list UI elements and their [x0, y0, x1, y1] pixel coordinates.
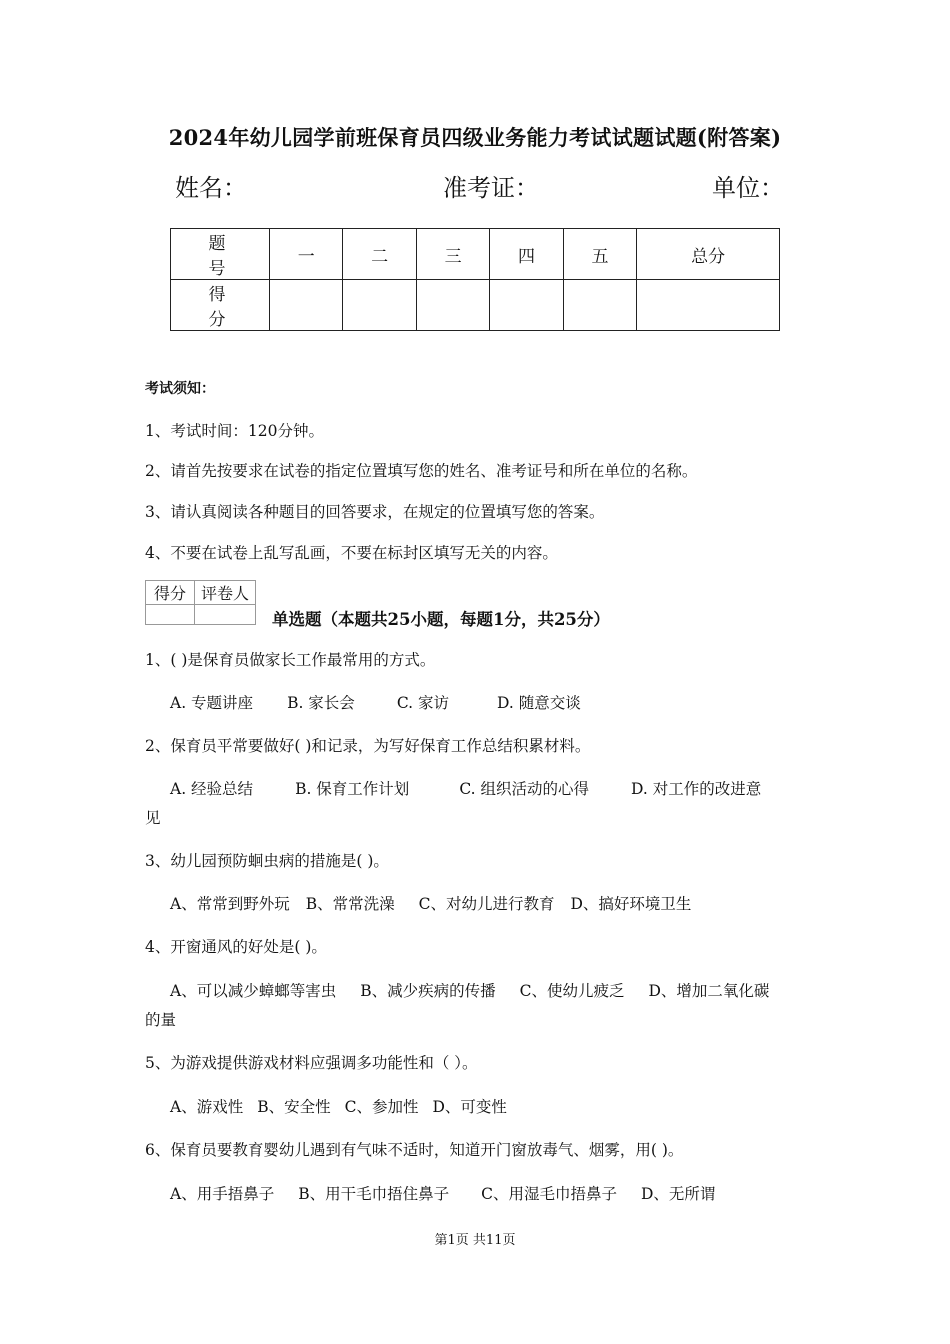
- question-stem: 6、保育员要教育婴幼儿遇到有气味不适时，知道开门窗放毒气、烟雾，用( )。: [145, 1141, 684, 1159]
- grader-score-label: 得分: [146, 581, 195, 605]
- option: A、可以减少蟑螂等害虫: [170, 982, 337, 1000]
- option: C. 家访: [396, 694, 449, 712]
- option: D. 对工作的改进意: [630, 780, 762, 798]
- notice-item: 4、不要在试卷上乱写乱画，不要在标封区填写无关的内容。: [145, 544, 558, 562]
- score-label: 得 分: [171, 280, 270, 331]
- option: B、常常洗澡: [305, 895, 395, 913]
- option-wrap: 见: [145, 809, 161, 827]
- question-options: [170, 1095, 507, 1117]
- option: B. 保育工作计划: [295, 780, 410, 798]
- grader-name-cell: [195, 605, 256, 625]
- score-col-3: 三: [416, 229, 489, 280]
- question-options: [170, 777, 761, 799]
- option: C、使幼儿疲乏: [519, 982, 625, 1000]
- score-table-header-row: [171, 229, 780, 280]
- option: D、搞好环境卫生: [570, 895, 692, 913]
- notice-item: 2、请首先按要求在试卷的指定位置填写您的姓名、准考证号和所在单位的名称。: [145, 462, 698, 480]
- ticket-label: 准考证：: [443, 174, 539, 202]
- option: D、增加二氧化碳: [648, 982, 770, 1000]
- option: A. 经验总结: [170, 780, 254, 798]
- exam-title: 2024年幼儿园学前班保育员四级业务能力考试试题试题(附答案): [168, 125, 782, 150]
- notice-item: 1、考试时间：120分钟。: [145, 422, 324, 440]
- question-stem: 3、幼儿园预防蛔虫病的措施是( )。: [145, 852, 389, 870]
- question-stem: 1、( )是保育员做家长工作最常用的方式。: [145, 651, 436, 669]
- question-stem: 2、保育员平常要做好( )和记录，为写好保育工作总结积累材料。: [145, 737, 591, 755]
- candidate-info-row: [175, 168, 785, 204]
- score-cell-3: [416, 280, 489, 331]
- grader-name-label: 评卷人: [195, 581, 256, 605]
- option: D. 随意交谈: [496, 694, 581, 712]
- question-options: [170, 892, 691, 914]
- question-options: [170, 1182, 715, 1204]
- score-col-1: 一: [270, 229, 343, 280]
- score-cell-2: [343, 280, 416, 331]
- score-cell-4: [490, 280, 563, 331]
- option: B、减少疾病的传播: [360, 982, 496, 1000]
- notice-item: 3、请认真阅读各种题目的回答要求，在规定的位置填写您的答案。: [145, 503, 605, 521]
- option-wrap: 的量: [145, 1011, 177, 1029]
- score-cell-total: [637, 280, 780, 331]
- option: D、可变性: [432, 1098, 507, 1116]
- grader-score-cell: [146, 605, 195, 625]
- question-options: [170, 691, 581, 713]
- option: C、参加性: [344, 1098, 419, 1116]
- option: C、用湿毛巾捂鼻子: [481, 1185, 617, 1203]
- notice-heading: 考试须知：: [145, 381, 215, 397]
- option: D、无所谓: [640, 1185, 716, 1203]
- score-table-score-row: [171, 280, 780, 331]
- option: B、安全性: [257, 1098, 331, 1116]
- section-title: 单选题（本题共25小题，每题1分，共25分）: [272, 610, 610, 629]
- score-table: [170, 228, 780, 331]
- option: A、常常到野外玩: [170, 895, 290, 913]
- question-stem: 5、为游戏提供游戏材料应强调多功能性和（ ）。: [145, 1054, 478, 1072]
- name-label: 姓名：: [175, 174, 247, 202]
- question-options: [170, 979, 769, 1001]
- unit-label: 单位：: [712, 174, 784, 202]
- option: A. 专题讲座: [170, 694, 254, 712]
- score-col-4: 四: [490, 229, 563, 280]
- option: C. 组织活动的心得: [459, 780, 589, 798]
- question-stem: 4、开窗通风的好处是( )。: [145, 938, 327, 956]
- grader-table: [145, 580, 256, 625]
- score-cell-5: [563, 280, 636, 331]
- option: B、用干毛巾捂住鼻子: [298, 1185, 450, 1203]
- option: C、对幼儿进行教育: [418, 895, 555, 913]
- option: A、用手捂鼻子: [170, 1185, 275, 1203]
- score-col-total: 总分: [637, 229, 780, 280]
- score-cell-1: [270, 280, 343, 331]
- option: B. 家长会: [287, 694, 355, 712]
- score-col-2: 二: [343, 229, 416, 280]
- page-footer: 第1页 共11页: [434, 1233, 516, 1248]
- question-number-label: 题 号: [171, 229, 270, 280]
- option: A、游戏性: [170, 1098, 244, 1116]
- score-col-5: 五: [563, 229, 636, 280]
